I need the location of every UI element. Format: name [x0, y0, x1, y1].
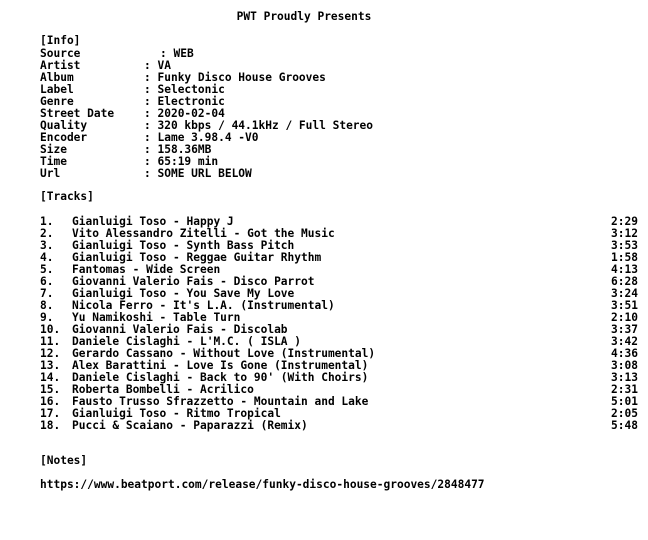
- track-duration: 2:10: [611, 311, 638, 324]
- track-number: 6.: [40, 275, 54, 288]
- notes-heading: [Notes]: [40, 454, 88, 467]
- track-duration: 5:01: [611, 395, 638, 408]
- info-key: Url: [40, 167, 61, 180]
- info-value-text: 320 kbps / 44.1kHz / Full Stereo: [157, 119, 374, 132]
- notes-url[interactable]: https://www.beatport.com/release/funky-disco-house-grooves/2848477: [40, 478, 485, 491]
- track-title: Gianluigi Toso - Reggae Guitar Rhythm: [72, 251, 322, 264]
- info-key: Size: [40, 143, 67, 156]
- info-value-text: 2020-02-04: [157, 107, 225, 120]
- info-separator: :: [144, 95, 158, 108]
- info-separator: :: [144, 143, 158, 156]
- track-number: 16.: [40, 395, 61, 408]
- track-number: 8.: [40, 299, 54, 312]
- track-number: 9.: [40, 311, 54, 324]
- info-separator: :: [160, 47, 174, 60]
- info-value-text: Funky Disco House Grooves: [157, 71, 326, 84]
- track-number: 10.: [40, 323, 61, 336]
- track-duration: 3:51: [611, 299, 638, 312]
- track-number: 18.: [40, 419, 61, 432]
- track-duration: 2:05: [611, 407, 638, 420]
- track-number: 5.: [40, 263, 54, 276]
- info-separator: :: [144, 131, 158, 144]
- info-key: Label: [40, 83, 74, 96]
- info-value-text: Selectonic: [157, 83, 225, 96]
- track-title: Yu Namikoshi - Table Turn: [72, 311, 241, 324]
- info-separator: :: [144, 83, 158, 96]
- track-title: Fausto Trusso Sfrazzetto - Mountain and Lake: [72, 395, 369, 408]
- track-number: 4.: [40, 251, 54, 264]
- track-number: 12.: [40, 347, 61, 360]
- info-key: Encoder: [40, 131, 88, 144]
- info-key: Source: [40, 47, 81, 60]
- track-number: 2.: [40, 227, 54, 240]
- page-title: PWT Proudly Presents: [236, 10, 372, 23]
- track-duration: 4:13: [611, 263, 638, 276]
- info-value-text: SOME URL BELOW: [157, 167, 252, 180]
- track-duration: 2:29: [611, 215, 638, 228]
- info-separator: :: [144, 119, 158, 132]
- info-value-text: WEB: [173, 47, 194, 60]
- track-number: 14.: [40, 371, 61, 384]
- info-key: Album: [40, 71, 74, 84]
- track-number: 15.: [40, 383, 61, 396]
- track-duration: 3:13: [611, 371, 638, 384]
- track-title: Alex Barattini - Love Is Gone (Instrumental): [72, 359, 369, 372]
- info-key: Time: [40, 155, 67, 168]
- track-title: Daniele Cislaghi - Back to 90' (With Choirs): [72, 371, 369, 384]
- track-duration: 3:12: [611, 227, 638, 240]
- info-value-text: VA: [157, 59, 171, 72]
- track-duration: 3:24: [611, 287, 638, 300]
- track-title: Pucci & Scaiano - Paparazzi (Remix): [72, 419, 308, 432]
- info-key: Artist: [40, 59, 81, 72]
- track-title: Gianluigi Toso - You Save My Love: [72, 287, 295, 300]
- info-separator: :: [144, 59, 158, 72]
- info-separator: :: [144, 107, 158, 120]
- track-title: Roberta Bombelli - Acrilico: [72, 383, 254, 396]
- track-duration: 1:58: [611, 251, 638, 264]
- info-value: [144, 167, 252, 180]
- track-title: Gianluigi Toso - Ritmo Tropical: [72, 407, 281, 420]
- info-separator: :: [144, 71, 158, 84]
- track-duration: 2:31: [611, 383, 638, 396]
- info-value-text: 65:19 min: [157, 155, 219, 168]
- track-number: 13.: [40, 359, 61, 372]
- info-value-text: Electronic: [157, 95, 225, 108]
- track-duration: 6:28: [611, 275, 638, 288]
- track-duration: 3:08: [611, 359, 638, 372]
- info-heading: [Info]: [40, 34, 81, 47]
- track-title: Daniele Cislaghi - L'M.C. ( ISLA ): [72, 335, 302, 348]
- track-title: Vito Alessandro Zitelli - Got the Music: [72, 227, 335, 240]
- track-duration: 3:53: [611, 239, 638, 252]
- track-title: Giovanni Valerio Fais - Discolab: [72, 323, 288, 336]
- info-key: Genre: [40, 95, 74, 108]
- track-duration: 4:36: [611, 347, 638, 360]
- info-separator: :: [144, 155, 158, 168]
- info-value-text: 158.36MB: [157, 143, 212, 156]
- track-duration: 5:48: [611, 419, 638, 432]
- tracks-heading: [Tracks]: [40, 190, 94, 203]
- track-title: Giovanni Valerio Fais - Disco Parrot: [72, 275, 315, 288]
- track-title: Fantomas - Wide Screen: [72, 263, 221, 276]
- track-duration: 3:37: [611, 323, 638, 336]
- track-number: 11.: [40, 335, 61, 348]
- info-value-text: Lame 3.98.4 -V0: [157, 131, 259, 144]
- track-duration: 3:42: [611, 335, 638, 348]
- track-number: 3.: [40, 239, 54, 252]
- track-number: 7.: [40, 287, 54, 300]
- track-number: 1.: [40, 215, 54, 228]
- info-key: Quality: [40, 119, 88, 132]
- track-number: 17.: [40, 407, 61, 420]
- track-title: Gianluigi Toso - Synth Bass Pitch: [72, 239, 295, 252]
- info-key: Street Date: [40, 107, 115, 120]
- track-title: Nicola Ferro - It's L.A. (Instrumental): [72, 299, 335, 312]
- track-title: Gerardo Cassano - Without Love (Instrumental): [72, 347, 376, 360]
- info-separator: :: [144, 167, 158, 180]
- track-title: Gianluigi Toso - Happy J: [72, 215, 234, 228]
